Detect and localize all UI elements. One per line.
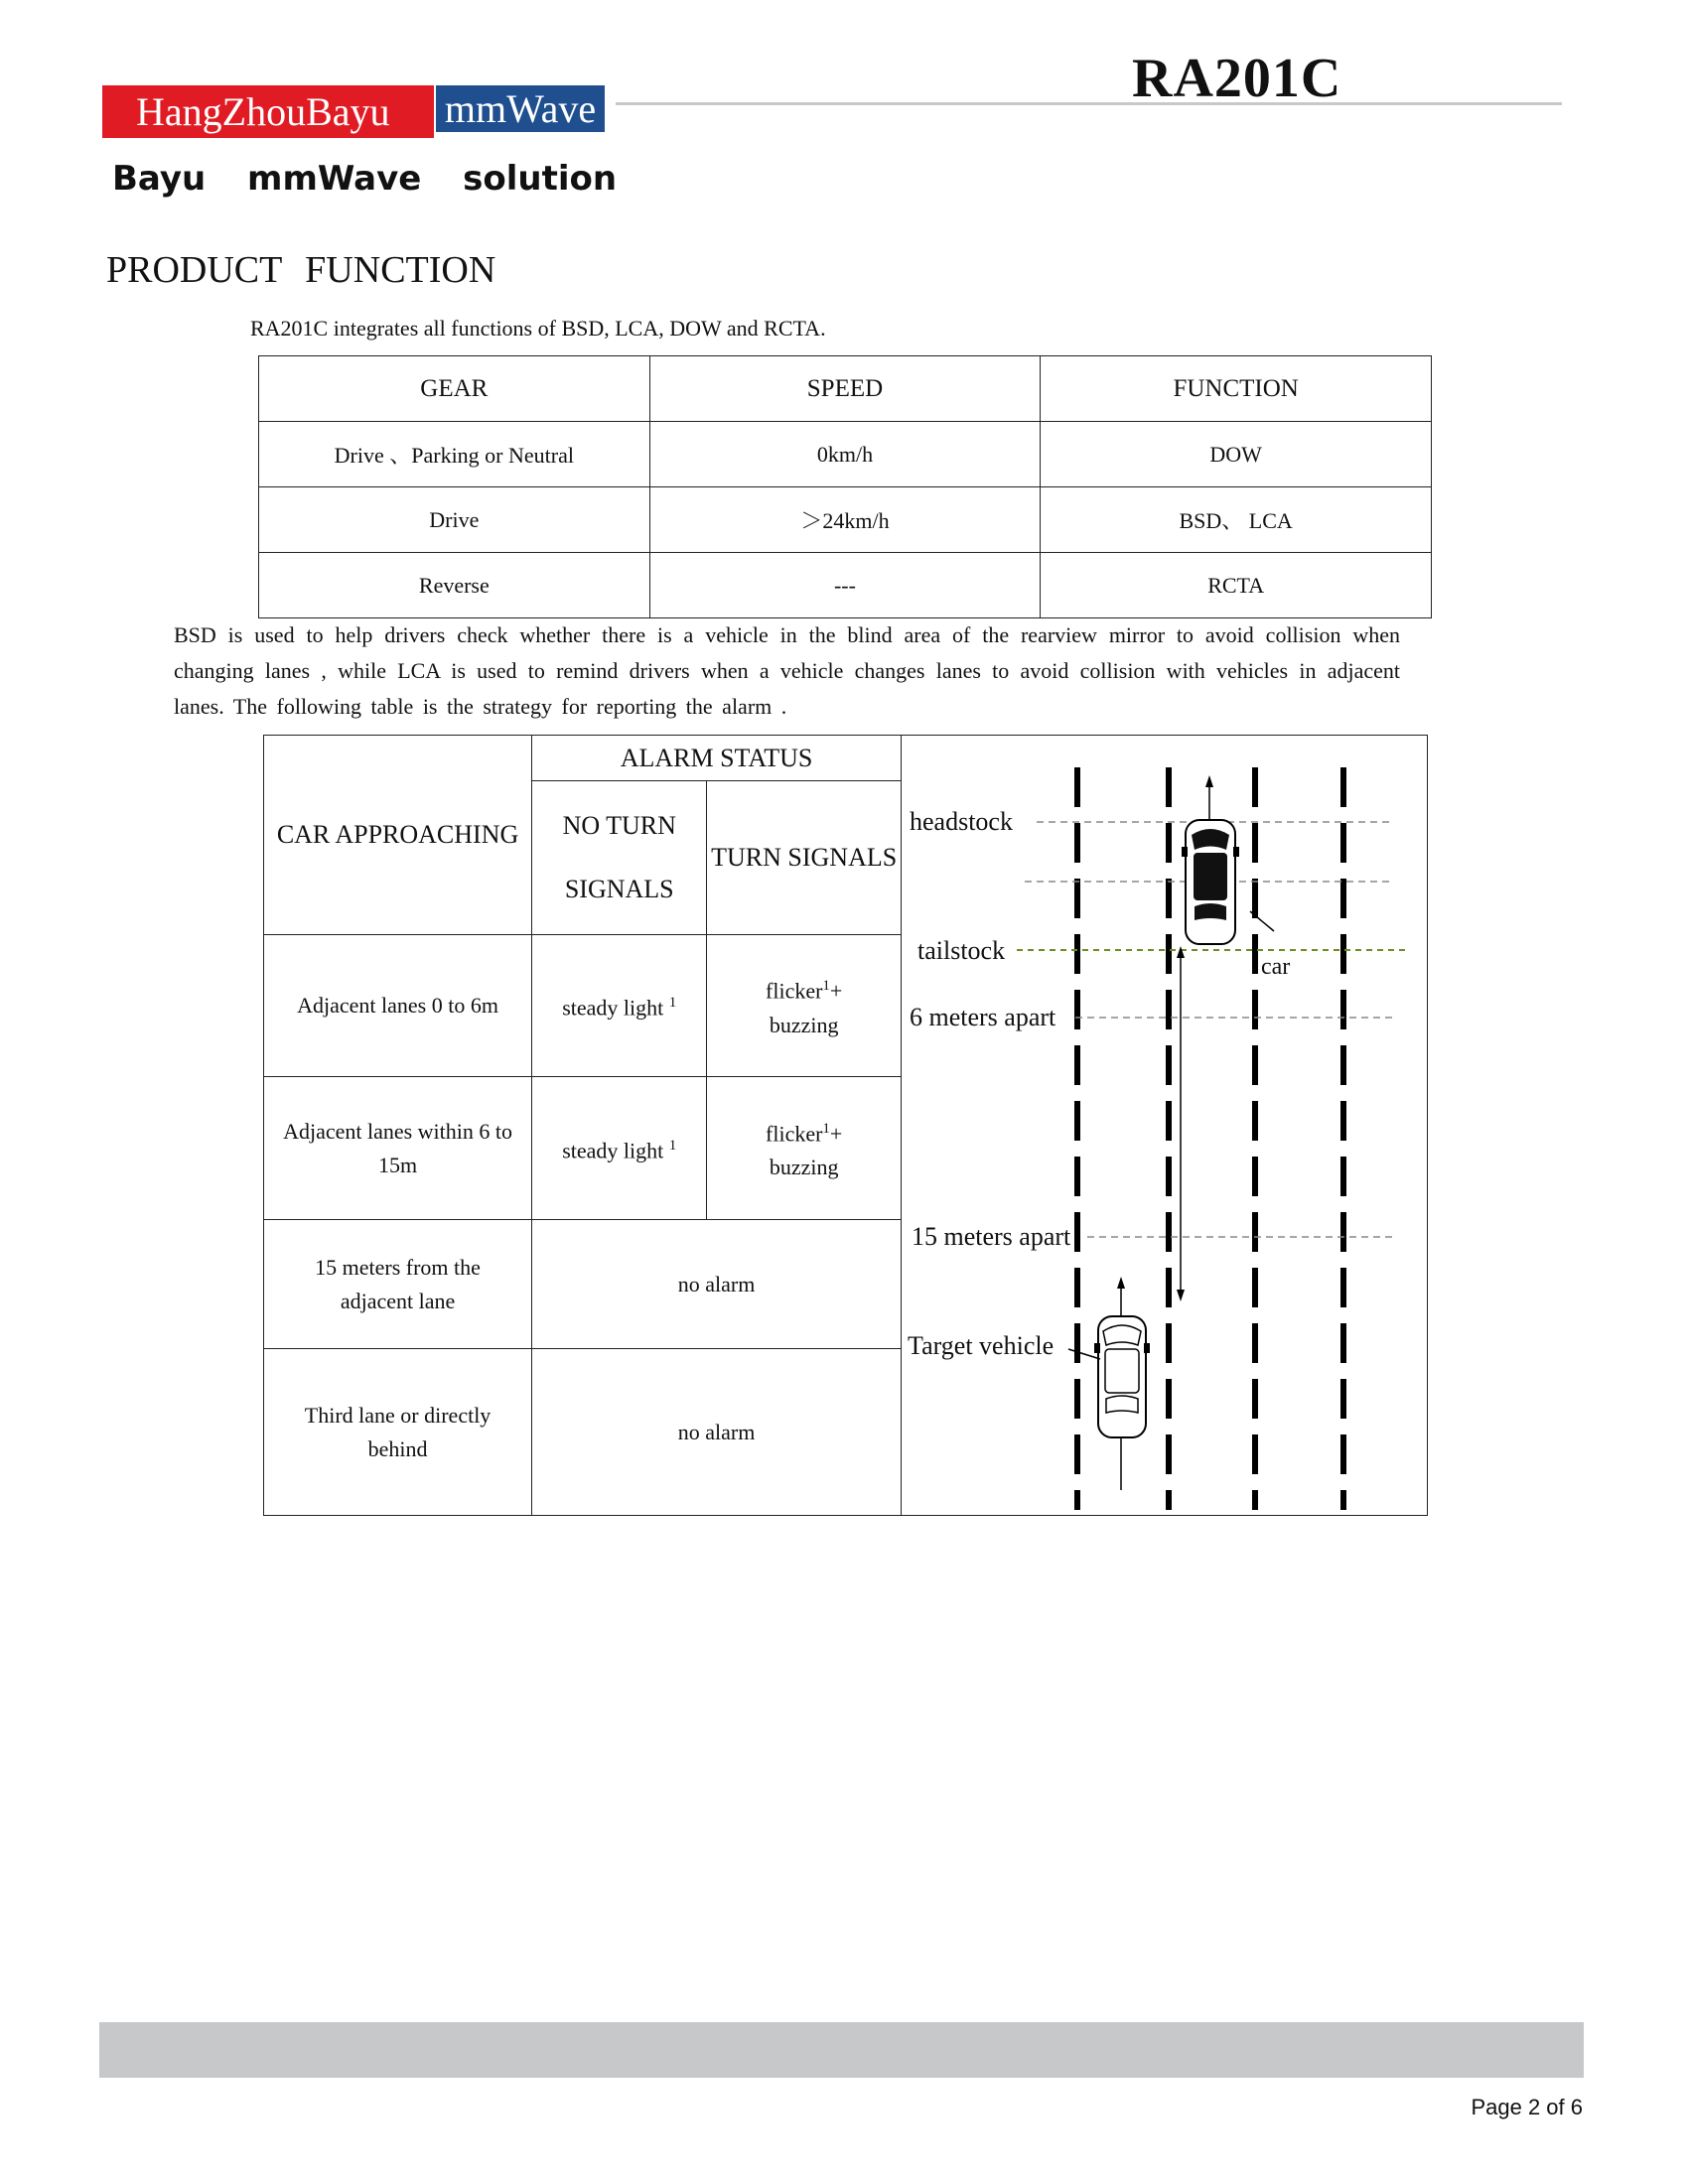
six-meter-label: 6 meters apart [909, 1003, 1056, 1031]
footer-bar [99, 2022, 1584, 2078]
gear-cell: Drive [259, 487, 650, 553]
company-logo-red: HangZhouBayu [102, 85, 434, 138]
car-direction-arrow [1205, 775, 1213, 787]
table-row [259, 422, 1432, 487]
header-gear: GEAR [259, 356, 650, 422]
headstock-label: headstock [909, 807, 1013, 836]
case-cell: Adjacent lanes 0 to 6m [264, 934, 532, 1077]
target-car-icon [1094, 1316, 1150, 1437]
header-function: FUNCTION [1041, 356, 1432, 422]
page-number: Page 2 of 6 [1471, 2095, 1583, 2119]
lane-diagram-svg [902, 736, 1427, 1515]
model-title: RA201C [1132, 48, 1342, 109]
turn-cell: flicker$^1$+ buzzing [707, 934, 902, 1077]
header-divider [616, 102, 1562, 105]
car-pointer [1250, 911, 1274, 931]
tailstock-label: tailstock [916, 936, 1006, 965]
function-table [258, 355, 1432, 618]
turn-header: TURN SIGNALS [707, 781, 902, 935]
case-cell: Third lane or directly behind [264, 1349, 532, 1516]
turn-cell: flicker$^1$+ buzzing [707, 1077, 902, 1220]
target-direction-arrow [1117, 1277, 1125, 1289]
fifteen-meter-label: 15 meters apart [911, 1222, 1071, 1251]
no-turn-cell: steady light $^1$ [532, 934, 707, 1077]
no-turn-header: NO TURN SIGNALS [532, 781, 707, 935]
car-label: car [1260, 954, 1291, 980]
alarm-cell: no alarm [532, 1349, 902, 1516]
lane-diagram [901, 736, 1427, 1516]
table-row [259, 487, 1432, 553]
function-cell: BSD、 LCA [1041, 487, 1432, 553]
case-cell: Adjacent lanes within 6 to 15m [264, 1077, 532, 1220]
company-logo-blue: mmWave [436, 85, 605, 132]
no-turn-cell: steady light $^1$ [532, 1077, 707, 1220]
intro-text: RA201C integrates all functions of BSD, LCA, DOW and RCTA. [250, 316, 826, 341]
header-speed: SPEED [649, 356, 1041, 422]
speed-cell: 0km/h [649, 422, 1041, 487]
speed-cell: --- [649, 553, 1041, 618]
case-cell: 15 meters from the adjacent lane [264, 1219, 532, 1348]
alarm-cell: no alarm [532, 1219, 902, 1348]
section-title: PRODUCT FUNCTION [106, 249, 496, 291]
alarm-status-header: ALARM STATUS [532, 736, 902, 781]
speed-cell: ＞24km/h [649, 487, 1041, 553]
function-table-header [259, 356, 1432, 422]
gear-cell: Reverse [259, 553, 650, 618]
arrow-head-down [1177, 1290, 1185, 1301]
target-vehicle-label: Target vehicle [907, 1331, 1055, 1360]
arrow-head-up [1177, 946, 1185, 958]
alarm-table [263, 735, 1428, 1516]
subtitle: Bayu mmWave solution [112, 159, 618, 199]
table-row [259, 553, 1432, 618]
function-cell: DOW [1041, 422, 1432, 487]
ego-car-icon [1182, 820, 1239, 944]
function-cell: RCTA [1041, 553, 1432, 618]
gear-cell: Drive 、Parking or Neutral [259, 422, 650, 487]
description-paragraph: BSD is used to help drivers check whether there is a vehicle in the blind area of the rearview mirror to avoid collision when changing lanes , while LCA is used to remind drivers when a vehicle changes lanes to avoid collision with vehicles in adjacent lanes. The following table is the strategy for reporting the alarm . [174, 622, 1400, 719]
car-approaching-header: CAR APPROACHING [264, 736, 532, 935]
